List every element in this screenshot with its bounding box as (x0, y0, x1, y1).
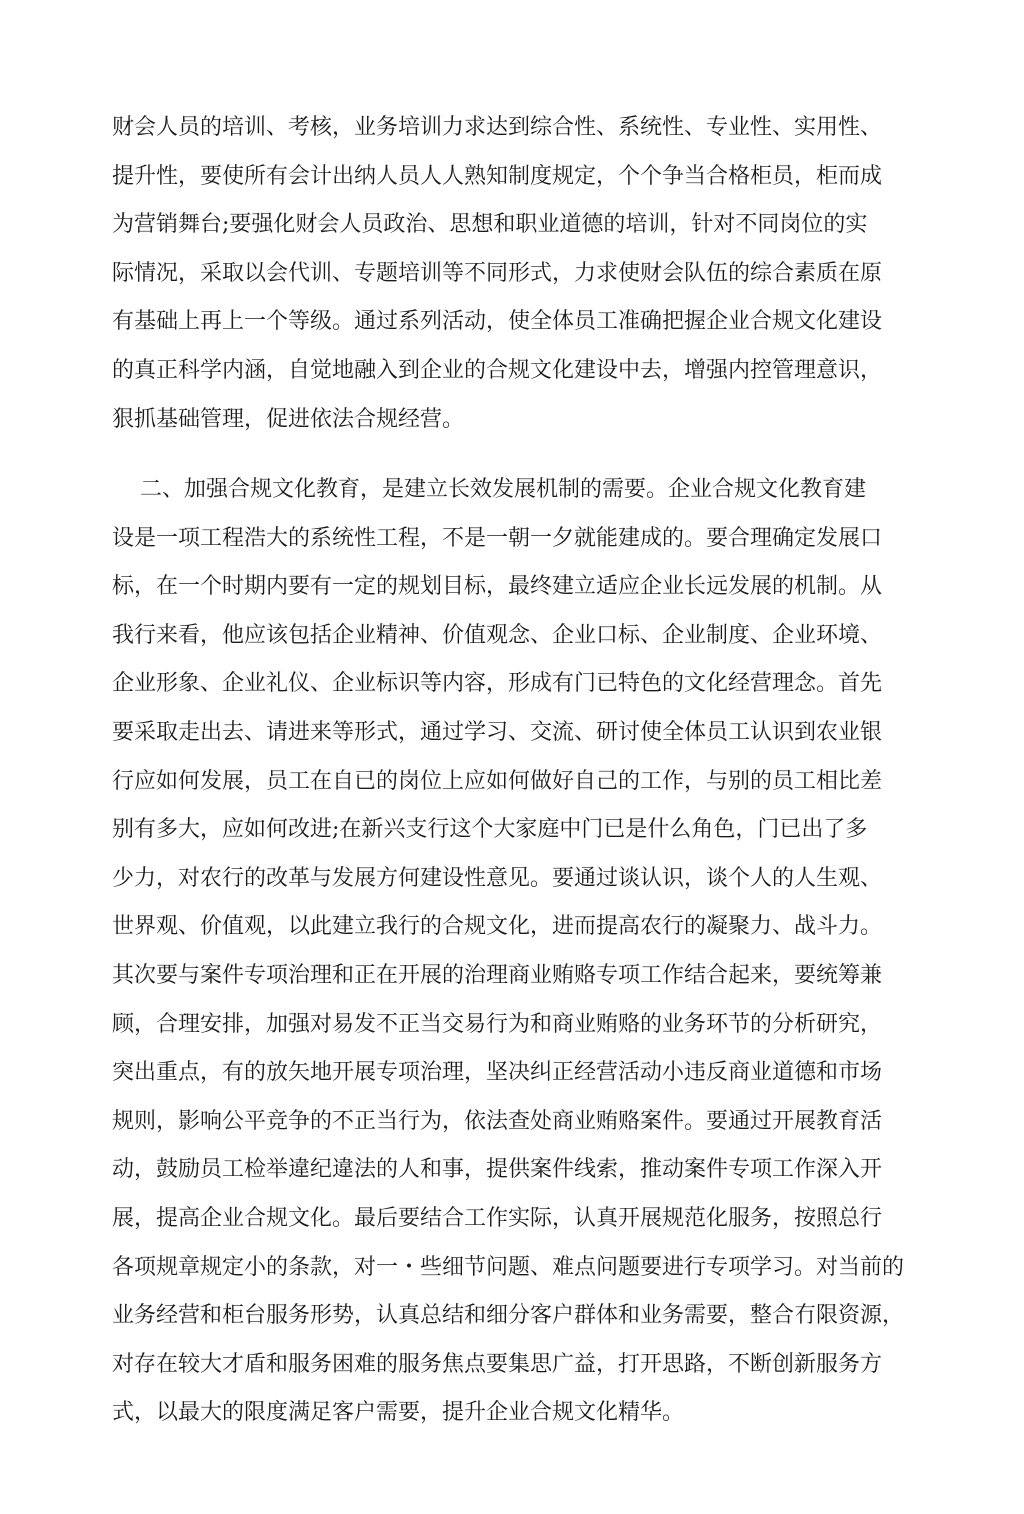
text-line: 标，在一个时期内要有一定的规划目标，最终建立适应企业长远发展的机制。从 (112, 574, 883, 600)
text-line: 我行来看，他应该包括企业精神、价值观念、企业口标、企业制度、企业环境、 (112, 622, 883, 648)
text-line: 展，提高企业合规文化。最后要结合工作实际，认真开展规范化服务，按照总行 (112, 1205, 883, 1231)
paragraph-training (112, 104, 912, 444)
text-line: 规则，影响公平竞争的不正当行为，依法查处商业贿赂案件。要通过开展教育活 (112, 1108, 883, 1134)
text-line: 其次要与案件专项治理和正在开展的治理商业贿赂专项工作结合起来，要统筹兼 (112, 962, 883, 988)
text-line: 为营销舞台;要强化财会人员政治、思想和职业道德的培训，针对不同岗位的实 (112, 212, 868, 238)
text-line: 财会人员的培训、考核，业务培训力求达到综合性、系统性、专业性、实用性、 (112, 115, 883, 140)
text-line: 世界观、价值观，以此建立我行的合规文化，进而提高农行的凝聚力、战斗力。 (112, 914, 883, 940)
text-line: 设是一项工程浩大的系统性工程，不是一朝一夕就能建成的。要合理确定发展口 (112, 525, 883, 551)
text-line: 别有多大，应如何改进;在新兴支行这个大家庭中门已是什么角色，门已出了多 (112, 817, 868, 843)
text-line: 行应如何发展，员工在自已的岗位上应如何做好自己的工作，与别的员工相比差 (112, 768, 883, 794)
text-line: 各项规章规定小的条款，对一・些细节问题、难点问题要进行专项学习。对当前的 (112, 1254, 905, 1280)
text-line: 提升性，要使所有会计出纳人员人人熟知制度规定，个个争当合格柜员，柜而成 (112, 163, 883, 189)
text-line: 二、加强合规文化教育，是建立长效发展机制的需要。企业合规文化教育建 (112, 477, 866, 502)
text-line: 对存在较大才盾和服务困难的服务焦点要集思广益，打开思路，不断创新服务方 (112, 1351, 883, 1377)
paragraph-compliance-education (112, 466, 912, 1438)
text-line: 突出重点，有的放矢地开展专项治理，坚决纠正经营活动小违反商业道德和市场 (112, 1060, 883, 1086)
text-line: 动，鼓励员工检举違纪違法的人和事，提供案件线索，推动案件专项工作深入开 (112, 1157, 883, 1183)
text-line: 业务经营和柜台服务形势，认真总结和细分客户群体和业务需要，整合冇限资源， (112, 1303, 905, 1329)
text-line: 狠抓基础管理，促进依法合规经营。 (112, 406, 465, 432)
text-line: 企业形象、企业礼仪、企业标识等内容，形成有门已特色的文化经营理念。首先 (112, 671, 883, 697)
text-line: 际情况，采取以会代训、专题培训等不同形式，力求使财会队伍的综合素质在原 (112, 260, 883, 286)
text-line: 有基础上再上一个等级。通过系列活动，使全体员工准确把握企业合规文化建设 (112, 309, 883, 335)
text-line: 顾，合理安排，加强对易发不正当交易行为和商业贿赂的业务环节的分析研究， (112, 1011, 883, 1037)
text-line: 的真正科学内涵，自觉地融入到企业的合规文化建设中去，增强内控管理意识， (112, 357, 883, 383)
text-line: 少力，对农行的改革与发展方何建设性意见。要通过谈认识，谈个人的人生观、 (112, 865, 883, 891)
text-line: 式，以最大的限度满足客户需要，提升企业合规文化精华。 (112, 1400, 685, 1426)
text-line: 要采取走出去、请进来等形式，通过学习、交流、研讨使全体员工认识到农业银 (112, 719, 883, 745)
